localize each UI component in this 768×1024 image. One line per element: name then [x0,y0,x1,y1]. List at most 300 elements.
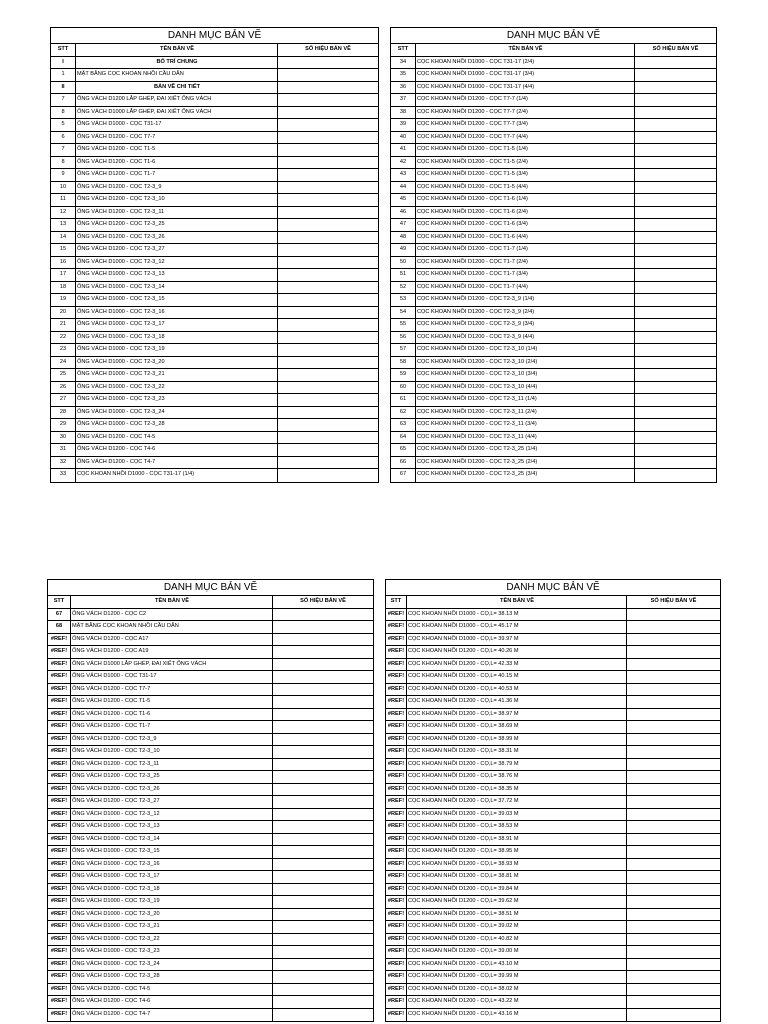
row-stt: 17 [51,269,76,281]
table-row [51,394,378,407]
row-drawing-name: ỐNG VÁCH D1000 LẮP GHÉP, ĐAI XIẾT ỐNG VÁCH [71,659,273,671]
row-drawing-number [273,659,373,671]
row-drawing-number [273,634,373,646]
row-drawing-name: ỐNG VÁCH D1200 - CỌC C2 [71,609,273,621]
row-drawing-name: CỌC KHOAN NHỒI D1200 - CỌC T7-7 (4/4) [416,132,635,144]
row-stt: 8 [51,157,76,169]
row-drawing-number [273,821,373,833]
table-row [386,721,720,734]
row-drawing-number [627,896,720,908]
row-drawing-number [627,946,720,958]
table-row [48,709,373,722]
table-row [51,457,378,470]
table-header-row [386,596,720,609]
row-drawing-name: ỐNG VÁCH D1000 - CỌC T2-3_15 [71,846,273,858]
row-drawing-number [635,369,716,381]
row-stt: #REF! [386,709,407,721]
row-drawing-number [273,696,373,708]
table-row [386,909,720,922]
row-stt: #REF! [48,871,71,883]
row-stt: 36 [391,82,416,94]
row-drawing-number [278,232,378,244]
row-drawing-number [627,721,720,733]
row-drawing-name: CỌC KHOAN NHỒI D1200 - CỌ,L= 38.51 M [407,909,627,921]
row-drawing-name: CỌC KHOAN NHỒI D1000 - CỌC T31-17 (4/4) [416,82,635,94]
row-stt: #REF! [48,946,71,958]
row-drawing-number [635,69,716,81]
row-drawing-number [278,294,378,306]
row-stt: #REF! [48,971,71,983]
header-drawing-number: SỐ HIỆU BẢN VẼ [650,598,697,604]
table-row [391,369,716,382]
row-stt: #REF! [386,696,407,708]
row-drawing-number [635,194,716,206]
row-drawing-number [273,746,373,758]
row-stt: 53 [391,294,416,306]
table-row [51,319,378,332]
row-drawing-number [635,457,716,469]
table-title: DANH MỤC BẢN VẼ [51,28,378,44]
row-drawing-number [635,82,716,94]
table-header-row [51,44,378,57]
row-stt: #REF! [48,1009,71,1022]
row-drawing-number [635,232,716,244]
row-stt: 34 [391,57,416,69]
row-drawing-name: ỐNG VÁCH D1200 - CỌC T7-7 [71,684,273,696]
row-drawing-name: CỌC KHOAN NHỒI D1200 - CỌC T2-3_25 (3/4) [416,469,635,482]
section-row [51,82,378,95]
table-row [386,696,720,709]
row-stt: 10 [51,182,76,194]
table-row [48,634,373,647]
row-stt: 27 [51,394,76,406]
row-stt: 55 [391,319,416,331]
row-drawing-number [278,219,378,231]
row-drawing-number [627,959,720,971]
table-row [386,659,720,672]
row-drawing-number [278,57,378,69]
row-drawing-name: CỌC KHOAN NHỒI D1200 - CỌC T7-7 (3/4) [416,119,635,131]
row-drawing-number [635,132,716,144]
row-drawing-number [273,809,373,821]
row-drawing-name: CỌC KHOAN NHỒI D1200 - CỌC T2-3_11 (1/4) [416,394,635,406]
row-stt: 60 [391,382,416,394]
row-drawing-name: CỌC KHOAN NHỒI D1200 - CỌC T7-7 (1/4) [416,94,635,106]
row-stt: 23 [51,344,76,356]
row-drawing-name: CỌC KHOAN NHỒI D1200 - CỌC T2-3_9 (1/4) [416,294,635,306]
row-stt: 9 [51,169,76,181]
row-stt: 63 [391,419,416,431]
row-stt: #REF! [386,796,407,808]
table-row [51,157,378,170]
row-stt: 37 [391,94,416,106]
row-stt: #REF! [386,946,407,958]
row-stt: #REF! [386,871,407,883]
table-row [48,921,373,934]
row-stt: 68 [48,621,71,633]
row-drawing-name: CỌC KHOAN NHỒI D1000 - CỌC T31-17 (1/4) [76,469,278,482]
row-drawing-name: CỌC KHOAN NHỒI D1200 - CỌ,L= 40.26 M [407,646,627,658]
table-row [391,107,716,120]
row-stt: 47 [391,219,416,231]
table-row [48,659,373,672]
row-drawing-number [627,971,720,983]
table-row [391,457,716,470]
row-drawing-number [627,934,720,946]
table-row [48,896,373,909]
row-drawing-number [635,182,716,194]
table-row [51,207,378,220]
table-row [391,132,716,145]
row-drawing-number [273,934,373,946]
header-drawing-name: TÊN BẢN VẼ [407,596,627,608]
table-row [48,971,373,984]
row-drawing-number [278,444,378,456]
row-drawing-name: CỌC KHOAN NHỒI D1200 - CỌ,L= 37.72 M [407,796,627,808]
row-drawing-number [278,407,378,419]
row-stt: 24 [51,357,76,369]
row-stt: 13 [51,219,76,231]
drawing-list-table-4 [385,579,721,1022]
row-stt: #REF! [48,784,71,796]
row-stt: #REF! [48,909,71,921]
table-row [386,946,720,959]
row-drawing-number [278,332,378,344]
table-row [391,82,716,95]
row-drawing-name: CỌC KHOAN NHỒI D1200 - CỌC T1-5 (1/4) [416,144,635,156]
row-stt: 59 [391,369,416,381]
table-row [51,232,378,245]
table-row [51,444,378,457]
row-stt: 30 [51,432,76,444]
row-stt: 6 [51,132,76,144]
row-drawing-number [273,896,373,908]
row-drawing-number [278,269,378,281]
row-drawing-name: ỐNG VÁCH D1000 - CỌC T2-3_22 [76,382,278,394]
row-stt: 44 [391,182,416,194]
row-stt: 7 [51,144,76,156]
row-stt: #REF! [386,684,407,696]
table-row [48,771,373,784]
row-drawing-name: ỐNG VÁCH D1000 - CỌC T2-3_20 [71,909,273,921]
table-row [391,232,716,245]
table-row [391,194,716,207]
row-drawing-name: ỐNG VÁCH D1200 - CỌC T2-3_11 [76,207,278,219]
row-drawing-name: CỌC KHOAN NHỒI D1200 - CỌC T2-3_11 (4/4) [416,432,635,444]
row-drawing-number [278,357,378,369]
table-row [386,759,720,772]
row-drawing-number [273,959,373,971]
table-row [48,859,373,872]
table-row [386,671,720,684]
row-stt: 25 [51,369,76,381]
row-stt: 41 [391,144,416,156]
row-drawing-name: ỐNG VÁCH D1200 LẮP GHÉP, ĐAI XIẾT ỐNG VÁCH [76,94,278,106]
row-drawing-name: CỌC KHOAN NHỒI D1200 - CỌ,L= 39.00 M [407,946,627,958]
row-drawing-number [627,796,720,808]
row-drawing-name: ỐNG VÁCH D1000 - CỌC T2-3_19 [76,344,278,356]
row-drawing-number [278,144,378,156]
table-row [51,282,378,295]
row-stt: 26 [51,382,76,394]
table-row [48,684,373,697]
row-stt: #REF! [386,909,407,921]
row-drawing-number [635,257,716,269]
table-row [48,784,373,797]
row-drawing-number [635,107,716,119]
row-stt: 33 [51,469,76,482]
row-drawing-name: CỌC KHOAN NHỒI D1200 - CỌC T2-3_10 (1/4) [416,344,635,356]
row-drawing-number [635,357,716,369]
row-drawing-name: CỌC KHOAN NHỒI D1200 - CỌC T2-3_10 (4/4) [416,382,635,394]
table-row [391,332,716,345]
row-drawing-number [278,307,378,319]
row-drawing-number [635,119,716,131]
row-stt: #REF! [48,796,71,808]
row-drawing-name: CỌC KHOAN NHỒI D1200 - CỌ,L= 38.69 M [407,721,627,733]
row-drawing-name: CỌC KHOAN NHỒI D1200 - CỌC T1-5 (4/4) [416,182,635,194]
row-drawing-number [278,94,378,106]
row-stt: #REF! [386,746,407,758]
row-stt: #REF! [48,646,71,658]
table-row [391,382,716,395]
table-row [51,144,378,157]
row-stt: #REF! [386,621,407,633]
table-row [391,282,716,295]
row-drawing-number [278,132,378,144]
table-row [391,294,716,307]
section-row [51,57,378,70]
row-drawing-name: CỌC KHOAN NHỒI D1200 - CỌ,L= 38.76 M [407,771,627,783]
table-row [48,796,373,809]
table-row [386,996,720,1009]
row-drawing-name: CỌC KHOAN NHỒI D1200 - CỌC T1-7 (3/4) [416,269,635,281]
row-drawing-number [635,307,716,319]
table-title: DANH MỤC BẢN VẼ [48,580,373,596]
row-drawing-number [278,244,378,256]
table-row [386,846,720,859]
table-row [386,809,720,822]
table-row [386,709,720,722]
row-stt: #REF! [386,821,407,833]
table-row [51,294,378,307]
table-row [386,984,720,997]
row-drawing-number [278,182,378,194]
row-drawing-number [635,444,716,456]
row-drawing-number [278,344,378,356]
row-drawing-name: ỐNG VÁCH D1200 - CỌC T1-7 [76,169,278,181]
row-drawing-name: CỌC KHOAN NHỒI D1200 - CỌC T2-3_11 (2/4) [416,407,635,419]
row-drawing-name: CỌC KHOAN NHỒI D1200 - CỌ,L= 39.03 M [407,809,627,821]
row-stt: #REF! [386,721,407,733]
table-row [391,307,716,320]
row-drawing-name: ỐNG VÁCH D1200 - CỌC T7-7 [76,132,278,144]
row-drawing-number [627,921,720,933]
row-drawing-number [273,871,373,883]
table-row [48,909,373,922]
row-stt: I [51,57,76,69]
row-drawing-name: ỐNG VÁCH D1000 - CỌC T2-3_21 [76,369,278,381]
row-drawing-name: CỌC KHOAN NHỒI D1200 - CỌ,L= 39.02 M [407,921,627,933]
row-drawing-number [627,659,720,671]
row-drawing-number [627,759,720,771]
row-stt: 48 [391,232,416,244]
table-row [386,884,720,897]
drawing-list-table-3 [47,579,374,1022]
table-row [391,432,716,445]
row-drawing-number [635,332,716,344]
row-drawing-name: ỐNG VÁCH D1200 - CỌC T4-7 [71,1009,273,1022]
row-drawing-name: ỐNG VÁCH D1000 - CỌC T2-3_23 [71,946,273,958]
row-stt: #REF! [386,984,407,996]
row-stt: #REF! [386,959,407,971]
row-drawing-number [627,834,720,846]
row-drawing-name: ỐNG VÁCH D1200 - CỌC T1-5 [76,144,278,156]
table-row [386,646,720,659]
table-row [48,721,373,734]
row-stt: 11 [51,194,76,206]
table-row [386,734,720,747]
row-drawing-number [278,419,378,431]
table-row [51,69,378,82]
row-drawing-name: CỌC KHOAN NHỒI D1200 - CỌC T2-3_10 (2/4) [416,357,635,369]
row-drawing-number [278,69,378,81]
row-stt: 42 [391,157,416,169]
row-stt: 35 [391,69,416,81]
row-drawing-name: CỌC KHOAN NHỒI D1200 - CỌC T1-6 (1/4) [416,194,635,206]
row-drawing-number [278,319,378,331]
row-drawing-number [635,282,716,294]
row-drawing-name: ỐNG VÁCH D1200 - CỌC T2-3_10 [76,194,278,206]
table-row [51,107,378,120]
row-stt: 1 [51,69,76,81]
row-stt: 21 [51,319,76,331]
table-row [48,996,373,1009]
row-drawing-number [278,119,378,131]
table-row [391,344,716,357]
row-drawing-number [627,671,720,683]
table-row [51,382,378,395]
row-drawing-number [273,796,373,808]
row-stt: 54 [391,307,416,319]
row-drawing-number [278,207,378,219]
row-stt: #REF! [386,671,407,683]
row-drawing-number [635,419,716,431]
header-drawing-number: SỐ HIỆU BẢN VẼ [305,46,351,52]
row-drawing-name: CỌC KHOAN NHỒI D1200 - CỌ,L= 43.10 M [407,959,627,971]
table-row [391,169,716,182]
table-row [391,57,716,70]
table-row [48,846,373,859]
table-row [48,821,373,834]
row-stt: 16 [51,257,76,269]
row-drawing-name: ỐNG VÁCH D1200 - CỌC T4-6 [76,444,278,456]
row-drawing-number [278,469,378,482]
row-drawing-number [627,996,720,1008]
table-row [386,634,720,647]
row-drawing-number [635,382,716,394]
table-row [391,144,716,157]
table-row [48,959,373,972]
row-drawing-name: ỐNG VÁCH D1000 - CỌC T31-17 [71,671,273,683]
row-stt: 15 [51,244,76,256]
row-drawing-name: CỌC KHOAN NHỒI D1200 - CỌC T1-7 (4/4) [416,282,635,294]
row-drawing-name: ỐNG VÁCH D1000 - CỌC T2-3_14 [71,834,273,846]
row-drawing-name: ỐNG VÁCH D1000 - CỌC T2-3_18 [71,884,273,896]
table-row [386,621,720,634]
row-drawing-number [627,634,720,646]
row-drawing-name: ỐNG VÁCH D1200 - CỌC T2-3_26 [76,232,278,244]
row-stt: 49 [391,244,416,256]
row-stt: 51 [391,269,416,281]
row-drawing-name: CỌC KHOAN NHỒI D1200 - CỌC T2-3_9 (3/4) [416,319,635,331]
row-drawing-name: CỌC KHOAN NHỒI D1200 - CỌC T1-5 (3/4) [416,169,635,181]
table-row [391,207,716,220]
header-stt: STT [386,596,407,608]
table-row [51,119,378,132]
row-drawing-name: ỐNG VÁCH D1000 - CỌC T2-3_14 [76,282,278,294]
table-row [51,132,378,145]
row-stt: #REF! [386,996,407,1008]
table-row [48,1009,373,1022]
row-drawing-name: ỐNG VÁCH D1000 - CỌC T2-3_22 [71,934,273,946]
row-drawing-name: ỐNG VÁCH D1000 - CỌC T2-3_13 [71,821,273,833]
row-drawing-name: ỐNG VÁCH D1200 - CỌC A17 [71,634,273,646]
row-stt: 43 [391,169,416,181]
row-drawing-name: ỐNG VÁCH D1000 - CỌC T2-3_16 [76,307,278,319]
row-drawing-name: CỌC KHOAN NHỒI D1200 - CỌC T1-6 (3/4) [416,219,635,231]
header-drawing-name: TÊN BẢN VẼ [416,44,635,56]
row-stt: #REF! [48,959,71,971]
row-stt: #REF! [386,1009,407,1022]
table-row [51,369,378,382]
row-stt: 29 [51,419,76,431]
row-drawing-name: CỌC KHOAN NHỒI D1200 - CỌ,L= 38.99 M [407,734,627,746]
row-drawing-number [278,157,378,169]
row-stt: #REF! [48,759,71,771]
row-stt: #REF! [386,921,407,933]
row-stt: 5 [51,119,76,131]
row-stt: 38 [391,107,416,119]
row-stt: #REF! [386,646,407,658]
row-drawing-name: ỐNG VÁCH D1200 - CỌC T2-3_27 [76,244,278,256]
row-stt: #REF! [386,634,407,646]
table-row [386,834,720,847]
row-stt: #REF! [48,684,71,696]
row-drawing-name: BẢN VẼ CHI TIẾT [76,82,278,94]
row-drawing-number [627,821,720,833]
row-stt: 61 [391,394,416,406]
row-drawing-name: CỌC KHOAN NHỒI D1200 - CỌC T1-5 (2/4) [416,157,635,169]
row-drawing-name: CỌC KHOAN NHỒI D1200 - CỌ,L= 41.36 M [407,696,627,708]
table-row [391,407,716,420]
table-row [48,984,373,997]
row-drawing-number [635,407,716,419]
row-drawing-name: CỌC KHOAN NHỒI D1200 - CỌ,L= 38.35 M [407,784,627,796]
row-drawing-name: CỌC KHOAN NHỒI D1200 - CỌ,L= 38.31 M [407,746,627,758]
row-drawing-name: CỌC KHOAN NHỒI D1200 - CỌ,L= 38.53 M [407,821,627,833]
row-drawing-name: CỌC KHOAN NHỒI D1200 - CỌ,L= 39.84 M [407,884,627,896]
table-row [48,621,373,634]
table-row [391,319,716,332]
row-drawing-name: ỐNG VÁCH D1200 - CỌC A19 [71,646,273,658]
row-drawing-name: ỐNG VÁCH D1000 - CỌC T2-3_15 [76,294,278,306]
row-drawing-name: ỐNG VÁCH D1000 - CỌC T2-3_28 [76,419,278,431]
row-drawing-number [278,257,378,269]
table-row [48,871,373,884]
header-stt: STT [48,596,71,608]
header-drawing-number: SỐ HIỆU BẢN VẼ [300,598,346,604]
